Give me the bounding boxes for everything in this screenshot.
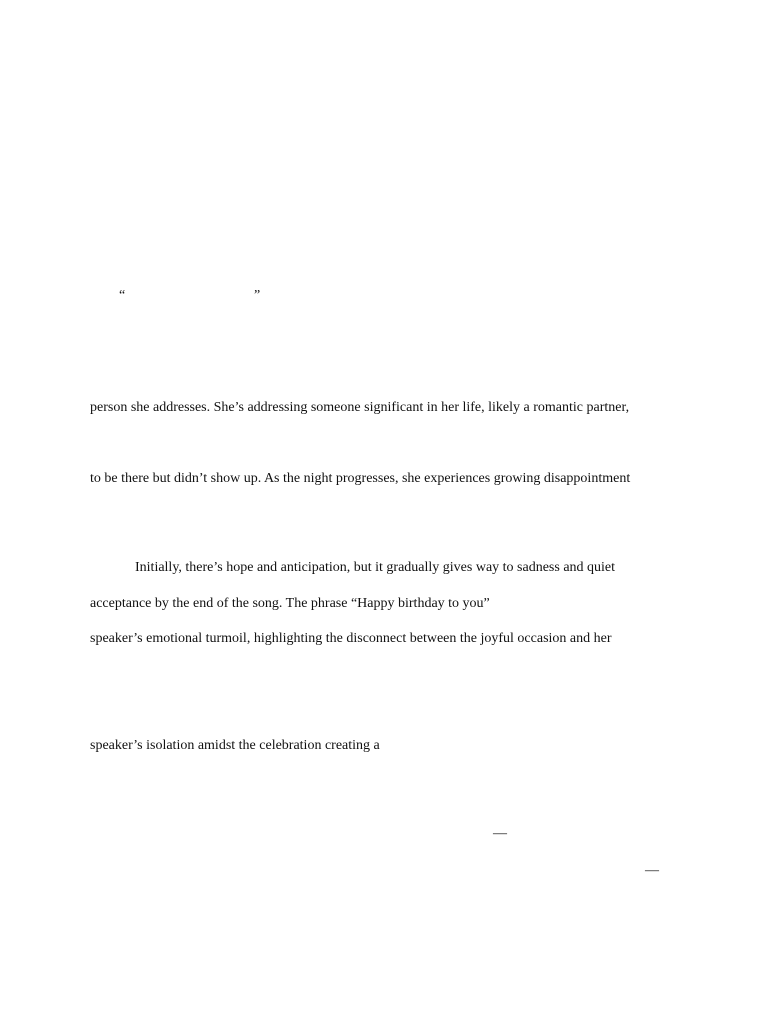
text-line-6: speaker’s isolation amidst the celebration creating a <box>90 738 380 753</box>
text-line-1: person she addresses. She’s addressing someone significant in her life, likely a romantic partner, <box>90 400 630 415</box>
em-dash-2: — <box>645 863 659 878</box>
text-line-4: acceptance by the end of the song. The phrase “Happy birthday to you” <box>90 596 490 611</box>
em-dash-1: — <box>493 826 507 841</box>
close-quote-mark: ” <box>254 288 261 303</box>
text-line-3: Initially, there’s hope and anticipation, but it gradually gives way to sadness and quiet <box>135 560 616 575</box>
text-line-2: to be there but didn’t show up. As the night progresses, she experiences growing disappointment <box>90 471 631 486</box>
text-line-5: speaker’s emotional turmoil, highlighting the disconnect between the joyful occasion and her <box>90 631 612 646</box>
open-quote-mark: “ <box>119 288 126 303</box>
